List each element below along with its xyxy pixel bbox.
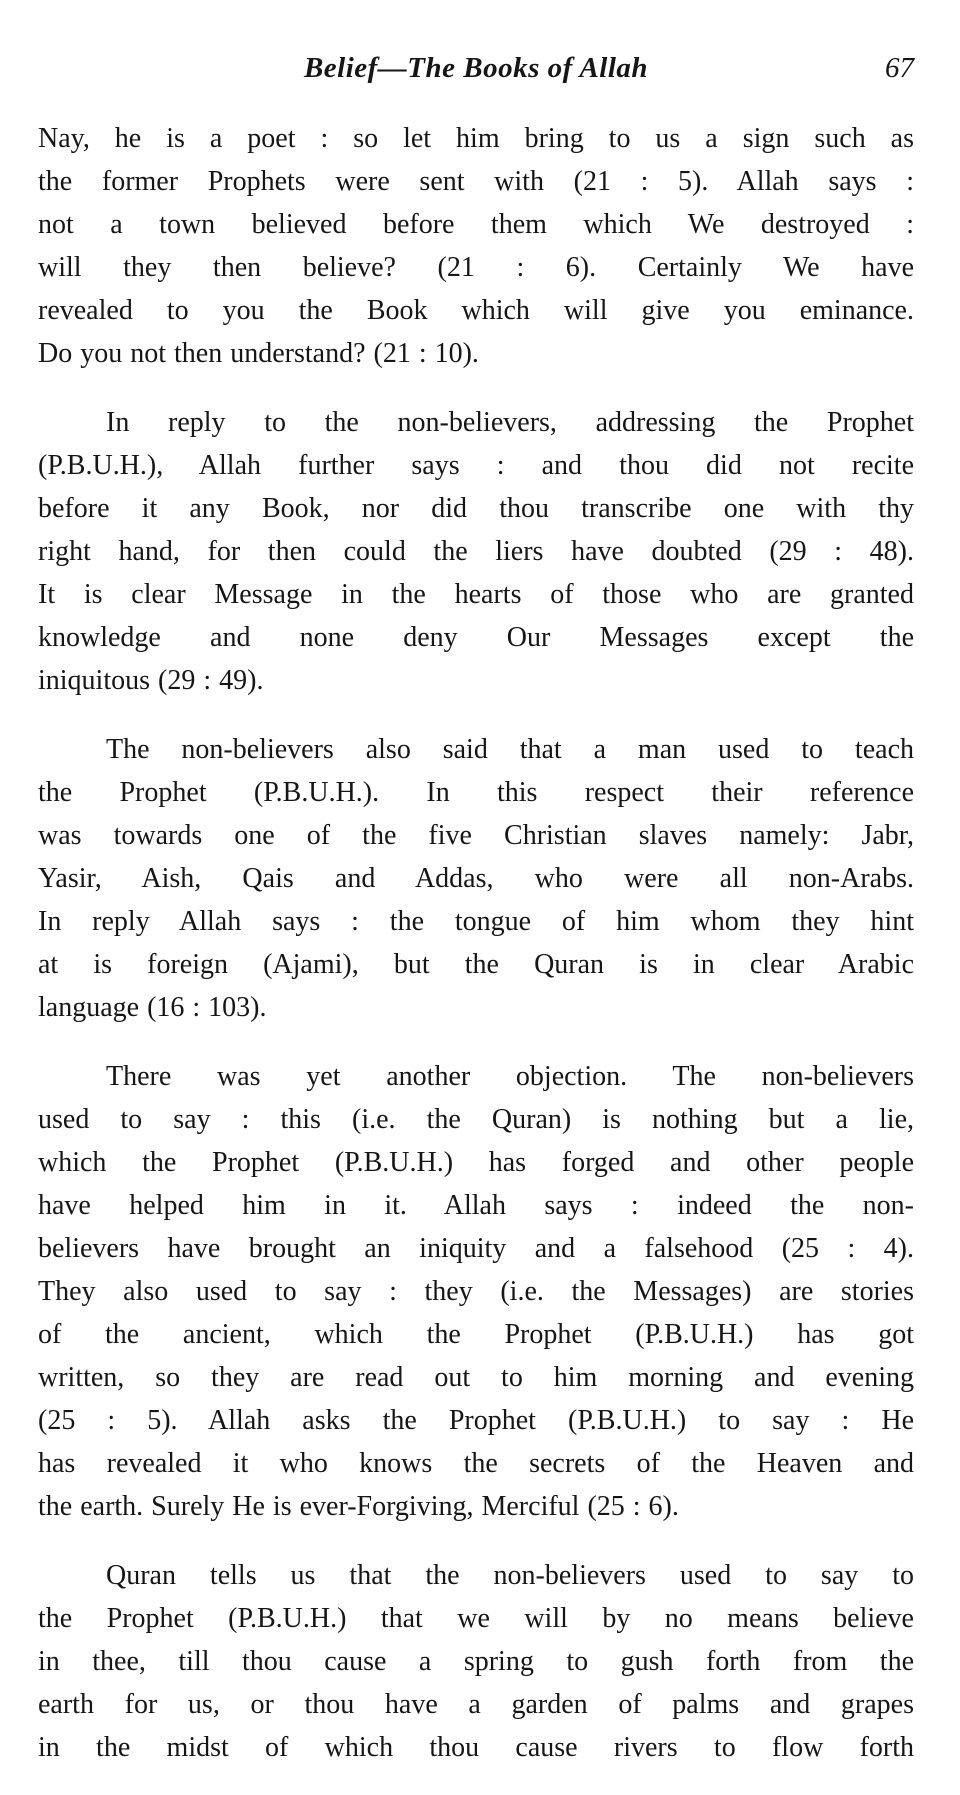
text-line: It is clear Message in the hearts of those who are granted	[38, 579, 914, 610]
text-line: earth for us, or thou have a garden of palms and grapes	[38, 1689, 914, 1720]
text-line: right hand, for then could the liers have doubted (29 : 48).	[38, 536, 914, 567]
text-line: Do you not then understand? (21 : 10).	[38, 338, 479, 369]
text-line: the earth. Surely He is ever-Forgiving, Merciful (25 : 6).	[38, 1491, 679, 1522]
text-line: revealed to you the Book which will give you eminance.	[38, 295, 914, 326]
running-head	[38, 52, 914, 96]
text-line: believers have brought an iniquity and a falsehood (25 : 4).	[38, 1233, 914, 1264]
text-line: There was yet another objection. The non-believers	[106, 1061, 914, 1092]
text-line: language (16 : 103).	[38, 992, 267, 1023]
text-line: knowledge and none deny Our Messages except the	[38, 622, 914, 653]
body-text	[38, 117, 914, 1795]
text-line: Yasir, Aish, Qais and Addas, who were all non-Arabs.	[38, 863, 914, 894]
text-line: Nay, he is a poet : so let him bring to us a sign such as	[38, 123, 914, 154]
text-line: (25 : 5). Allah asks the Prophet (P.B.U.H.) to say : He	[38, 1405, 914, 1436]
text-line: used to say : this (i.e. the Quran) is nothing but a lie,	[38, 1104, 914, 1135]
text-line: of the ancient, which the Prophet (P.B.U.H.) has got	[38, 1319, 914, 1350]
text-line: before it any Book, nor did thou transcribe one with thy	[38, 493, 914, 524]
text-line: have helped him in it. Allah says : indeed the non-	[38, 1190, 914, 1221]
text-line: written, so they are read out to him morning and evening	[38, 1362, 914, 1393]
text-line: was towards one of the five Christian slaves namely: Jabr,	[38, 820, 914, 851]
paragraph-2	[38, 401, 914, 702]
text-line: not a town believed before them which We destroyed :	[38, 209, 914, 240]
text-line: the Prophet (P.B.U.H.). In this respect their reference	[38, 777, 914, 808]
text-line: Quran tells us that the non-believers used to say to	[106, 1560, 914, 1591]
paragraph-4	[38, 1055, 914, 1528]
text-line: The non-believers also said that a man used to teach	[106, 734, 914, 765]
text-line: in thee, till thou cause a spring to gush forth from the	[38, 1646, 914, 1677]
text-line: will they then believe? (21 : 6). Certainly We have	[38, 252, 914, 283]
text-line: (P.B.U.H.), Allah further says : and thou did not recite	[38, 450, 914, 481]
paragraph-3	[38, 728, 914, 1029]
text-line: at is foreign (Ajami), but the Quran is in clear Arabic	[38, 949, 914, 980]
text-line: the Prophet (P.B.U.H.) that we will by no means believe	[38, 1603, 914, 1634]
text-line: In reply Allah says : the tongue of him whom they hint	[38, 906, 914, 937]
text-line: They also used to say : they (i.e. the Messages) are stories	[38, 1276, 914, 1307]
paragraph-5	[38, 1554, 914, 1769]
page-number: 67	[885, 52, 914, 84]
text-line: iniquitous (29 : 49).	[38, 665, 264, 696]
text-line: In reply to the non-believers, addressing the Prophet	[106, 407, 914, 438]
text-line: has revealed it who knows the secrets of the Heaven and	[38, 1448, 914, 1479]
paragraph-1	[38, 117, 914, 375]
text-line: the former Prophets were sent with (21 : 5). Allah says :	[38, 166, 914, 197]
text-line: in the midst of which thou cause rivers to flow forth	[38, 1732, 914, 1763]
running-head-title: Belief—The Books of Allah	[303, 52, 649, 84]
text-line: which the Prophet (P.B.U.H.) has forged and other people	[38, 1147, 914, 1178]
